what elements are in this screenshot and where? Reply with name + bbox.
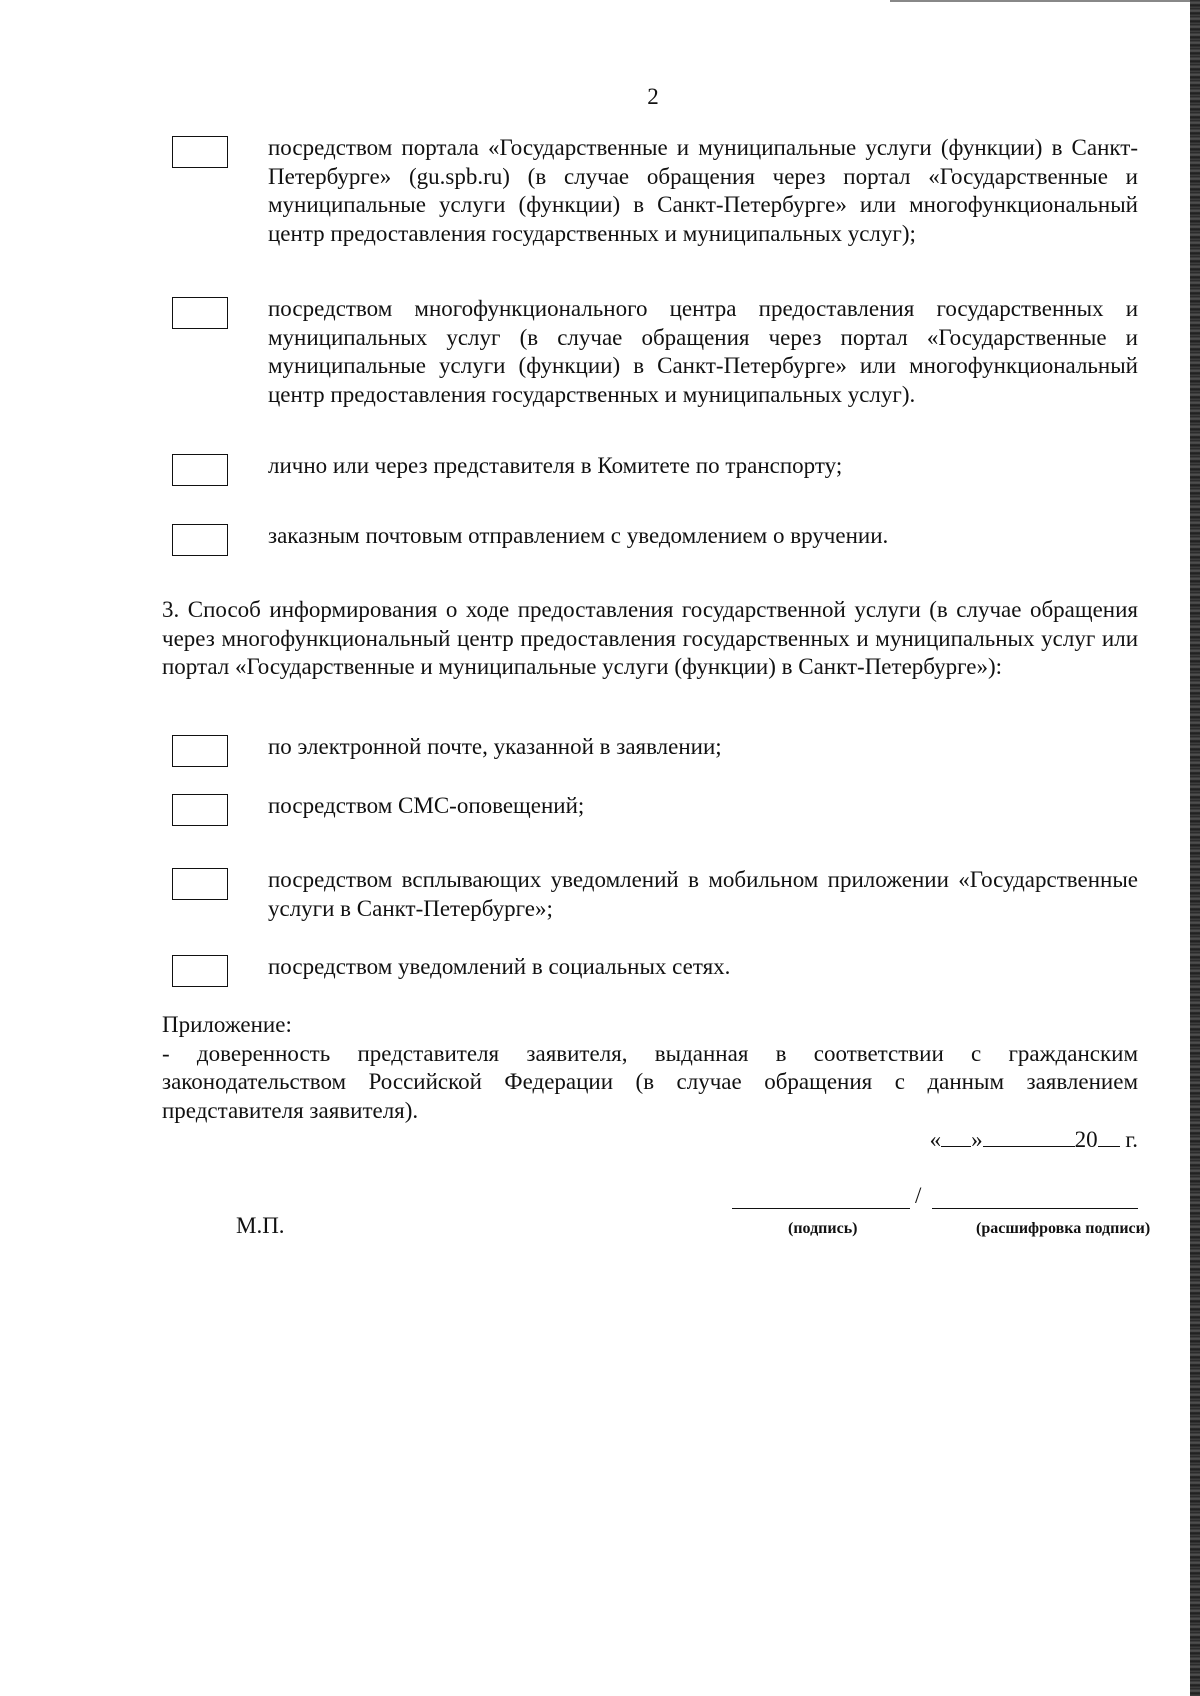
scan-edge-top — [890, 0, 1190, 2]
option-sms-text: посредством СМС-оповещений; — [268, 793, 585, 818]
checkbox-mfc[interactable] — [172, 297, 228, 329]
month-field[interactable] — [983, 1126, 1075, 1147]
appendix-text: - доверенность представителя заявителя, выданная в соответствии с гражданским законодательством Российской Федерации (в случае обращения с данным заявлением представителя заявителя). — [162, 1040, 1138, 1123]
option-sms — [172, 792, 1138, 821]
checkbox-sms[interactable] — [172, 794, 228, 826]
option-mail-text: заказным почтовым отправлением с уведомлением о вручении. — [268, 523, 889, 548]
date-line — [930, 1126, 1138, 1153]
day-field[interactable] — [941, 1126, 971, 1147]
checkbox-portal[interactable] — [172, 136, 228, 168]
signature-caption: (подпись) — [788, 1220, 858, 1237]
option-portal-text: посредством портала «Государственные и муниципальные услуги (функции) в Санкт-Петербурге» (gu.spb.ru) (в случае обращения через портал «Государственные и муниципальные услуги (функции) в Санкт-Петербурге» или многофункциональный центр предоставления государственных и муниципальных услуг); — [268, 135, 1138, 246]
option-push — [172, 866, 1138, 923]
option-social — [172, 953, 1138, 982]
signature-slash: / — [915, 1183, 922, 1208]
option-mfc — [172, 295, 1138, 409]
section-3-heading: 3. Способ информирования о ходе предоставления государственной услуги (в случае обращения через многофункциональный центр предоставления государственных и муниципальных услуг или портал «Государственные и муниципальные услуги (функции) в Санкт-Петербурге»): — [162, 597, 1138, 679]
option-social-text: посредством уведомлений в социальных сетях. — [268, 954, 731, 979]
appendix-title: Приложение: — [162, 1012, 292, 1037]
checkbox-email[interactable] — [172, 735, 228, 767]
option-in-person-text: лично или через представителя в Комитете по транспорту; — [268, 453, 843, 478]
date-close-quote: » — [971, 1127, 983, 1152]
year-prefix: 20 — [1074, 1127, 1098, 1152]
signature-line[interactable] — [732, 1208, 910, 1209]
option-push-text: посредством всплывающих уведомлений в мобильном приложении «Государственные услуги в Санкт-Петербурге»; — [268, 867, 1138, 921]
scan-edge-right — [1190, 0, 1200, 1696]
option-in-person — [172, 452, 1138, 481]
decryption-caption: (расшифровка подписи) — [976, 1220, 1151, 1237]
checkbox-mail[interactable] — [172, 524, 228, 556]
page-number: 2 — [647, 84, 659, 109]
option-email-text: по электронной почте, указанной в заявлении; — [268, 734, 722, 759]
appendix — [162, 1011, 1138, 1125]
year-suffix: г. — [1125, 1127, 1138, 1152]
option-email — [172, 733, 1138, 762]
signature-decryption-line[interactable] — [932, 1208, 1138, 1209]
checkbox-social[interactable] — [172, 955, 228, 987]
checkbox-in-person[interactable] — [172, 454, 228, 486]
stamp-label: М.П. — [236, 1213, 285, 1238]
option-portal — [172, 134, 1138, 248]
option-mail — [172, 522, 1138, 551]
option-mfc-text: посредством многофункционального центра предоставления государственных и муниципальных услуг (в случае обращения через портал «Государственные и муниципальные услуги (функции) в Санкт-Петербурге» или многофункциональный центр предоставления государственных и муниципальных услуг). — [268, 296, 1138, 407]
checkbox-push[interactable] — [172, 868, 228, 900]
date-open-quote: « — [929, 1127, 942, 1152]
year-field[interactable] — [1098, 1126, 1120, 1147]
